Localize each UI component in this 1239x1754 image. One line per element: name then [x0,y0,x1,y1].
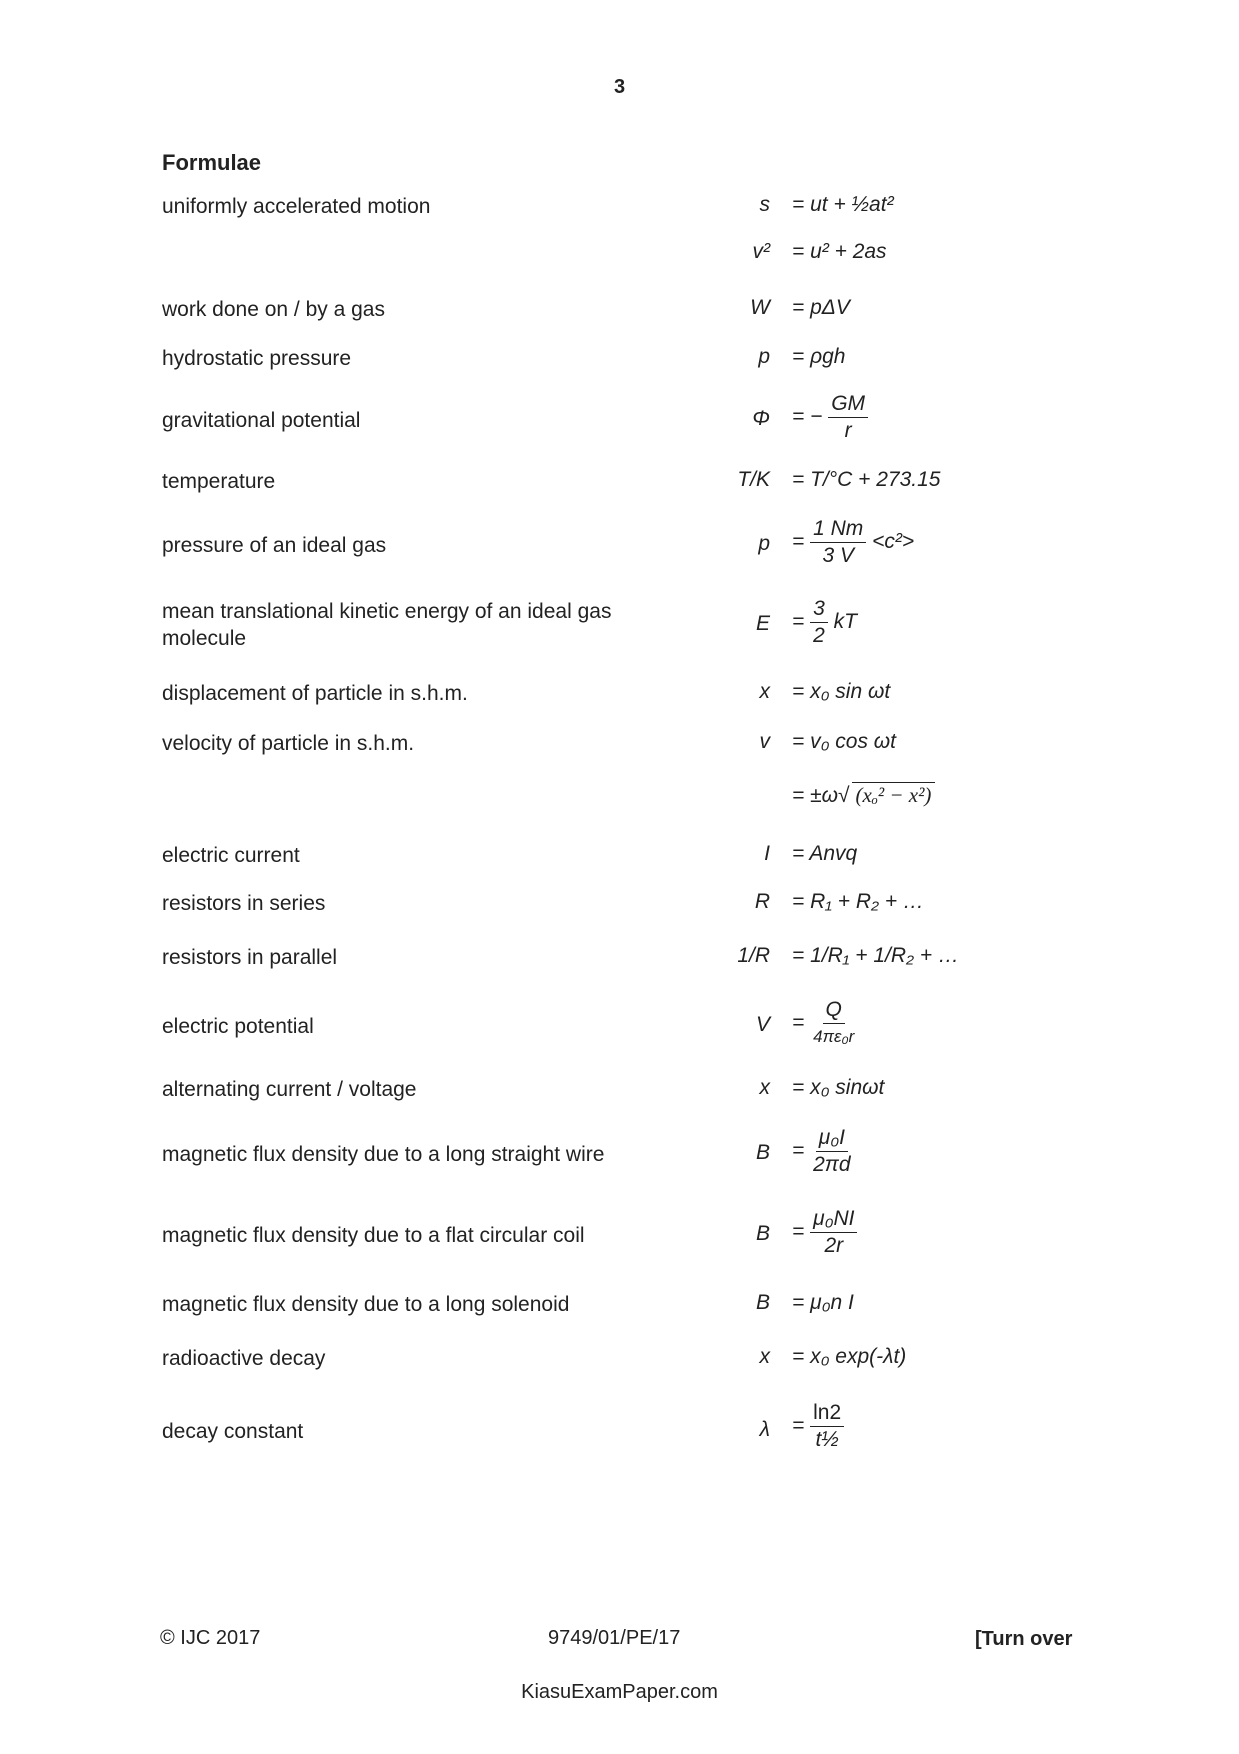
symbol-invR: 1/R [737,944,770,967]
label-radioactive-decay: radioactive decay [162,1347,326,1370]
label-hydrostatic-pressure: hydrostatic pressure [162,347,352,370]
fraction-3-over-2 [810,596,828,649]
symbol-V: V [755,1013,770,1036]
symbol-B-wire: B [755,1141,770,1164]
symbol-lambda: λ [759,1418,770,1441]
numerator: GM [828,391,868,418]
equation-shm-displacement: = x₀ sin ωt [792,680,891,703]
symbol-p: p [758,345,770,368]
equation-wire [792,1125,854,1178]
symbol-W: W [750,296,770,319]
equation-ac: = x₀ sinωt [792,1076,885,1099]
equation-p2-suffix: <c²> [872,530,915,554]
equation-E-suffix: kT [833,610,857,634]
numerator: μ₀NI [810,1206,857,1233]
equation-decay-constant [792,1400,844,1453]
denominator: t½ [815,1428,839,1451]
equation-parallel: = 1/R₁ + 1/R₂ + … [792,944,959,967]
symbol-TK: T/K [737,468,770,491]
fraction-ln2-over-thalf [810,1400,844,1453]
equation-current: = Anvq [792,842,858,865]
equation-shm-velocity-root [792,782,935,808]
label-circular-coil: magnetic flux density due to a flat circular coil [162,1224,585,1247]
equation-phi-prefix: = − [792,405,823,429]
label-temperature: temperature [162,470,276,493]
label-gravitational-potential: gravitational potential [162,409,361,432]
fraction-Q-over-4pi-e0-r [810,997,857,1050]
numerator: Q [823,997,845,1024]
equation-coil [792,1206,857,1259]
equation-s: = ut + ½at² [792,193,894,216]
fraction-GM-over-r [828,391,868,444]
equation-W: = pΔV [792,296,850,319]
symbol-B-solenoid: B [755,1291,770,1314]
symbol-v: v [759,730,770,753]
label-work-done: work done on / by a gas [162,298,385,321]
equation-E-prefix: = [792,610,805,634]
equation-solenoid: = μ₀n I [792,1291,854,1314]
label-shm-displacement: displacement of particle in s.h.m. [162,682,468,705]
equation-ideal-gas-pressure [792,516,914,569]
fraction-Nm-over-3V [810,516,866,569]
symbol-x-decay: x [759,1345,770,1368]
equation-E [792,596,857,649]
equation-p: = ρgh [792,345,846,368]
numerator: 1 Nm [810,516,866,543]
denominator: 2πd [813,1153,851,1176]
equation-potential [792,997,857,1050]
equation-coil-prefix: = [792,1220,805,1244]
label-electric-current: electric current [162,844,300,867]
symbol-s: s [759,193,770,216]
symbol-p2: p [758,532,770,555]
square-root-radicand: (xₒ² − x²) [852,782,936,808]
footer-site: KiasuExamPaper.com [521,1681,718,1703]
symbol-I: I [764,842,770,865]
symbol-E: E [755,612,770,635]
symbol-phi: Φ [752,407,770,430]
denominator: r [844,419,852,442]
symbol-R: R [754,890,770,913]
label-kinetic-energy: mean translational kinetic energy of an ideal gas molecule [162,600,612,650]
label-alternating-current: alternating current / voltage [162,1078,417,1101]
equation-p2-prefix: = [792,530,805,554]
fraction-mu0NI-over-2r [810,1206,857,1259]
symbol-x: x [759,680,770,703]
fraction-mu0I-over-2pid [810,1125,853,1178]
label-solenoid: magnetic flux density due to a long solenoid [162,1293,570,1316]
label-decay-constant: decay constant [162,1420,304,1443]
equation-phi [792,391,868,444]
footer-paper-code: 9749/01/PE/17 [548,1627,681,1649]
footer-turn-over: [Turn over [975,1628,1073,1650]
label-ideal-gas-pressure: pressure of an ideal gas [162,534,387,557]
section-heading: Formulae [162,150,262,175]
equation-V-prefix: = [792,1011,805,1035]
equation-radioactive-decay: = x₀ exp(-λt) [792,1345,907,1368]
numerator: μ₀I [816,1125,848,1152]
numerator: ln2 [810,1400,844,1427]
symbol-v2: v² [752,240,770,263]
equation-wire-prefix: = [792,1139,805,1163]
symbol-B-coil: B [755,1222,770,1245]
equation-decay-prefix: = [792,1414,805,1438]
label-shm-velocity: velocity of particle in s.h.m. [162,732,415,755]
denominator: 2 [813,624,825,647]
equation-series: = R₁ + R₂ + … [792,890,924,913]
label-electric-potential: electric potential [162,1015,314,1038]
page-number: 3 [613,76,626,98]
symbol-x-ac: x [759,1076,770,1099]
equation-root-prefix: = ±ω√ [792,784,850,807]
label-straight-wire: magnetic flux density due to a long straight wire [162,1143,605,1166]
denominator: 4πε₀r [813,1027,855,1046]
equation-shm-velocity: = v₀ cos ωt [792,730,896,753]
denominator: 2r [824,1234,844,1257]
label-accelerated-motion: uniformly accelerated motion [162,195,431,218]
equation-v2: = u² + 2as [792,240,887,263]
label-resistors-series: resistors in series [162,892,326,915]
footer-copyright: © IJC 2017 [160,1627,261,1649]
numerator: 3 [810,596,828,623]
equation-TK: = T/°C + 273.15 [792,468,941,491]
denominator: 3 V [822,544,854,567]
label-resistors-parallel: resistors in parallel [162,946,338,969]
